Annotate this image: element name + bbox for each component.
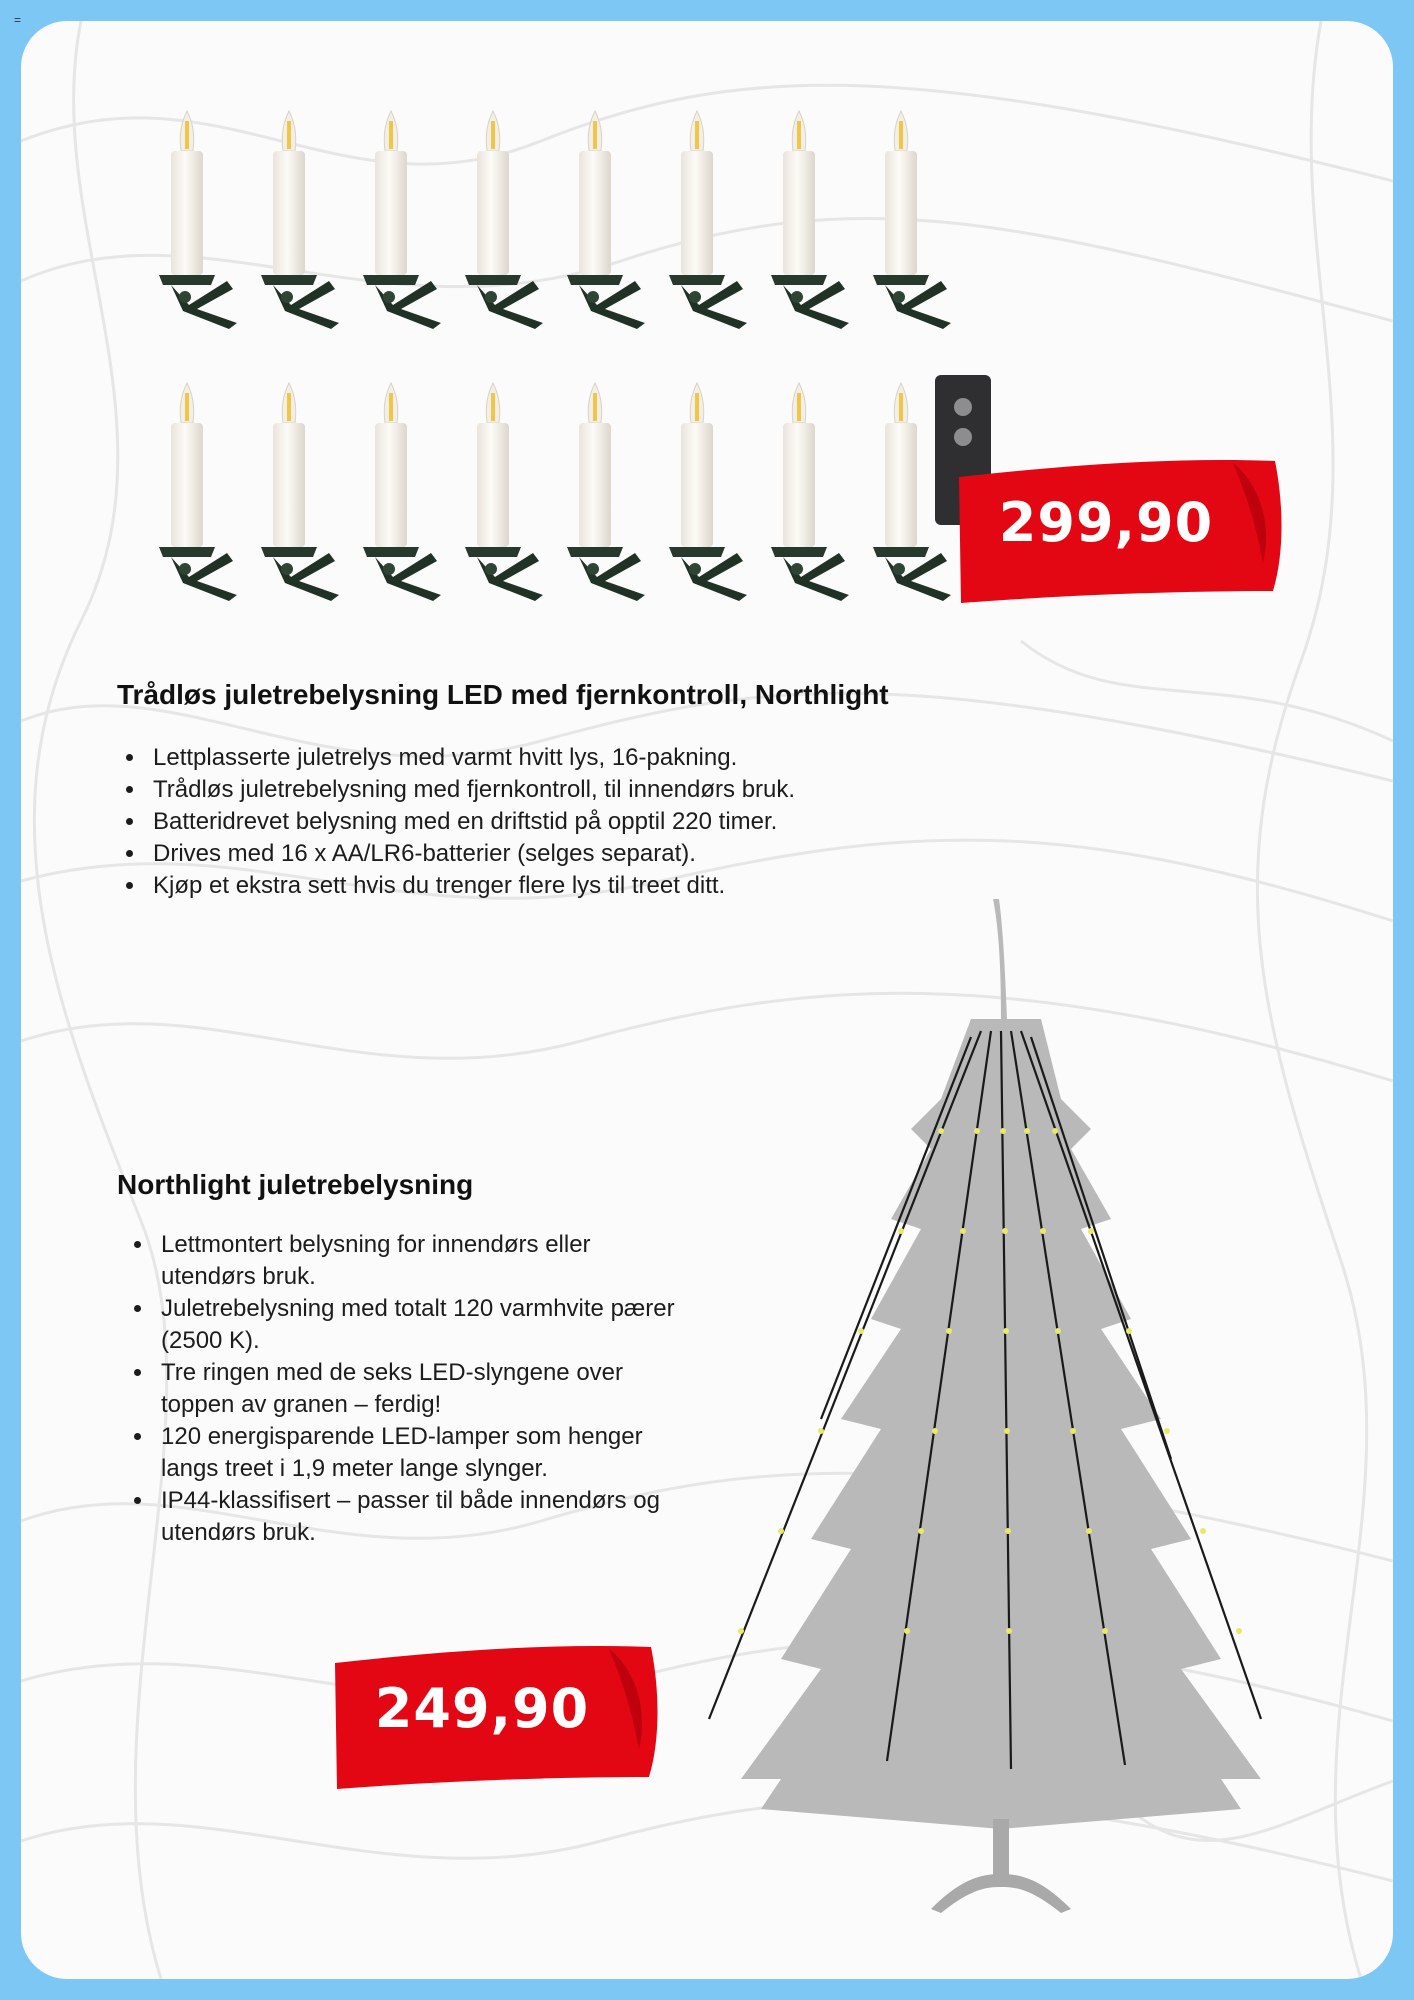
menu-icon[interactable]: = [14, 13, 22, 27]
feature-item: • Kjøp et ekstra sett hvis du trenger flere lys til treet ditt. [147, 870, 1047, 902]
product-2-title: Northlight juletrebelysning [117, 1169, 474, 1200]
feature-item: • IP44-klassifisert – passer til både innendørs og utendørs bruk. [155, 1485, 675, 1549]
feature-item: • Tre ringen med de seks LED-slyngene over toppen av granen – ferdig! [155, 1357, 675, 1421]
feature-item: • Drives med 16 x AA/LR6-batterier (selges separat). [147, 838, 1047, 870]
price-1: 299,90 [998, 491, 1214, 554]
candle-lights-image [121, 71, 1021, 641]
feature-item: • Juletrebelysning med totalt 120 varmhvite pærer (2500 K). [155, 1293, 675, 1357]
christmas-tree-image [701, 899, 1301, 1939]
candle-row-top [159, 111, 951, 329]
feature-item: • 120 energisparende LED-lamper som henger langs treet i 1,9 meter lange slynger. [155, 1421, 675, 1485]
product-1-title: Trådløs juletrebelysning LED med fjernkontroll, Northlight [117, 679, 889, 710]
price-2: 249,90 [374, 1677, 590, 1740]
candle-row-bottom [159, 383, 951, 601]
product-2-features [125, 1229, 675, 1549]
feature-item: • Batteridrevet belysning med en driftstid på opptil 220 timer. [147, 806, 1047, 838]
feature-item: • Lettmontert belysning for innendørs eller utendørs bruk. [155, 1229, 675, 1293]
product-1-features [117, 742, 1047, 902]
flyer-page [21, 21, 1393, 1979]
feature-item: • Trådløs juletrebelysning med fjernkontroll, til innendørs bruk. [147, 774, 1047, 806]
feature-item: • Lettplasserte juletrelys med varmt hvitt lys, 16-pakning. [147, 742, 1047, 774]
